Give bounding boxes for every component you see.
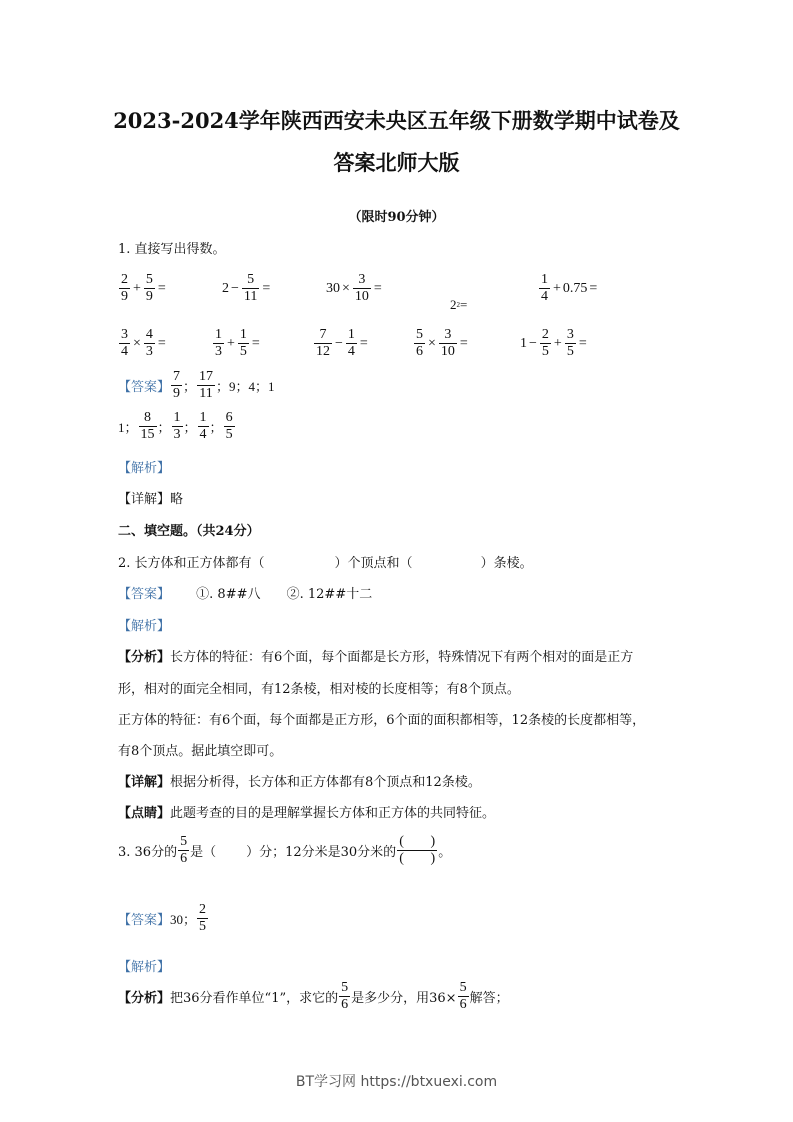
q2-analysis-p2b: 有8个顶点。据此填空即可。	[118, 744, 283, 759]
q3-prompt: 3. 36分的 $\frac{5}{6}$ 是（ ）分；12分米是30分米的 ( ) ( ) 。	[118, 834, 452, 866]
q1-prompt: 1. 直接写出得数。	[118, 242, 226, 257]
footer-watermark: BT学习网 https://btxuexi.com	[295, 1074, 498, 1090]
q1-expr-7: $\frac{1}{3}$ + $\frac{1}{5}$ =	[215, 327, 260, 359]
q1-expr-9: $\frac{5}{6}$ × $\frac{3}{10}$ =	[416, 327, 468, 359]
q1-expr-1: $\frac{2}{9}$ + $\frac{5}{9}$ =	[121, 272, 166, 304]
q1-expr-2: 2 − $\frac{5}{11}$ =	[222, 272, 271, 304]
answer-label: 【答案】	[118, 379, 171, 394]
page-title-line1: 2023-2024学年陕西西安未央区五年级下册数学期中试卷及	[113, 108, 680, 133]
q3-analysis-label: 【解析】	[118, 960, 171, 975]
q1-expr-6: $\frac{3}{4}$ × $\frac{4}{3}$ =	[121, 327, 166, 359]
blank-fraction: ( ) ( )	[399, 834, 436, 866]
time-limit: （限时90分钟）	[348, 210, 445, 225]
q2-analysis-label: 【解析】	[118, 619, 171, 634]
q1-expr-4: 2 2 =	[450, 297, 468, 312]
q2-prompt: 2. 长方体和正方体都有（ ）个顶点和（ ）条棱。	[118, 556, 533, 571]
section2-heading: 二、填空题。（共24分）	[118, 524, 260, 539]
q2-analysis-p2a: 正方体的特征：有6个面，每个面都是正方形，6个面的面积都相等，12条棱的长度都相等，	[118, 713, 646, 728]
q1-expr-8: $\frac{7}{12}$ − $\frac{1}{4}$ =	[316, 327, 368, 359]
q1-analysis-label: 【解析】	[118, 461, 171, 476]
q2-point: 【点睛】此题考查的目的是理解掌握长方体和正方体的共同特征。	[118, 806, 496, 821]
q2-analysis-p1b: 形，相对的面完全相同，有12条棱，相对棱的长度相等；有8个顶点。	[118, 682, 520, 697]
q1-expr-5: $\frac{1}{4}$ + 0.75 =	[541, 272, 598, 304]
q1-answer-line1: 【答案】 $\frac{7}{9}$ ； $\frac{17}{11}$ ；9；4；1	[118, 369, 275, 401]
q1-detail: 【详解】略	[118, 492, 184, 507]
q1-expr-3: 30 × $\frac{3}{10}$ =	[326, 272, 382, 304]
q2-analysis-p1a: 【分析】长方体的特征：有6个面，每个面都是长方形，特殊情况下有两个相对的面是正方	[118, 650, 634, 665]
q1-answer-line2: 1； $\frac{8}{15}$ ； $\frac{1}{3}$ ； $\frac{1}{4}$ ； $\frac{6}{5}$	[118, 410, 233, 442]
q3-answer: 【答案】 30； $\frac{2}{5}$	[118, 902, 207, 934]
q2-detail: 【详解】根据分析得，长方体和正方体都有8个顶点和12条棱。	[118, 775, 481, 790]
q2-answer: 【答案】 ①. 8##八 ②. 12##十二	[118, 587, 373, 602]
q1-expr-10: 1 − $\frac{2}{5}$ + $\frac{3}{5}$ =	[520, 327, 587, 359]
q3-analysis: 【分析】 把36分看作单位“1”，求它的 $\frac{5}{6}$ 是多少分，用36× $\frac{5}{6}$ 解答；	[118, 980, 509, 1012]
page-title-line2: 答案北师大版	[333, 150, 460, 175]
